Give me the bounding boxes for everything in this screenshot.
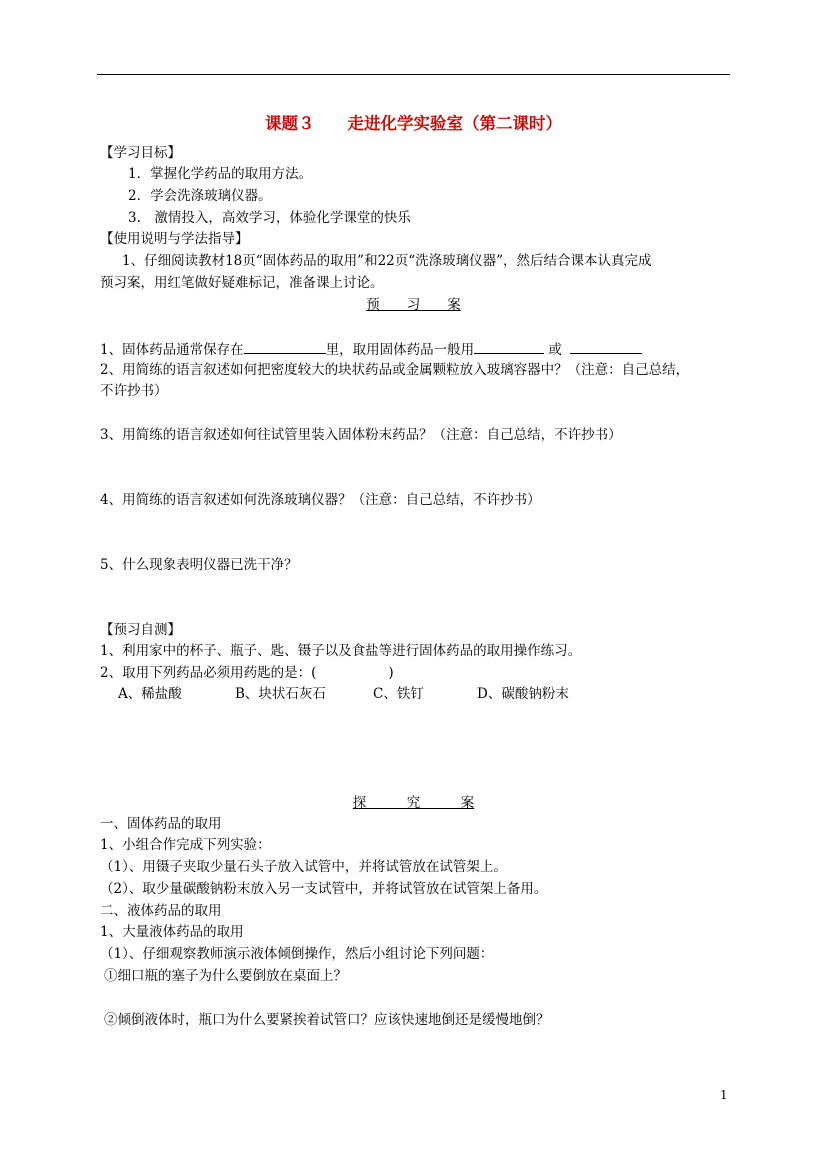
guide-line-2: 预习案，用红笔做好疑难标记，准备课上讨论。 (100, 275, 384, 291)
explore-item-2-1a: （1）、仔细观察教师演示液体倾倒操作，然后小组讨论下列问题： (100, 946, 494, 962)
explore-item-1: 1、小组合作完成下列实验： (100, 837, 271, 853)
explore-heading: 探 究 案 (352, 795, 475, 811)
explore-section-1: 一、固体药品的取用 (100, 816, 222, 832)
explore-section-2: 二、液体药品的取用 (100, 903, 222, 919)
preview-question-2-line-2: 不许抄书） (100, 383, 168, 399)
selftest-options (118, 686, 569, 703)
page-title: 课题３ 走进化学实验室（第二课时） (265, 114, 562, 133)
q1-text-b: 里，取用固体药品一般用 (325, 342, 475, 358)
q2-text-b: ) (388, 665, 394, 681)
header-rule (97, 74, 730, 75)
goal-item-3: 3. 激情投入，高效学习，体验化学课堂的快乐 (128, 210, 411, 226)
preview-heading: 预 习 案 (366, 297, 461, 313)
preview-question-3: 3、用简练的语言叙述如何往试管里装入固体粉末药品？（注意：自己总结，不许抄书） (100, 427, 622, 443)
option-a: A、稀盐酸 (118, 686, 182, 702)
guide-line-1: 1、仔细阅读教材18页“固体药品的取用”和22页“洗涤玻璃仪器”，然后结合课本认真完成 (122, 253, 652, 269)
preview-question-2-line-1: 2、用简练的语言叙述如何把密度较大的块状药品或金属颗粒放入玻璃容器中？（注意：自己总结， (100, 362, 690, 378)
answer-blank[interactable] (474, 340, 544, 354)
preview-question-1 (100, 340, 642, 359)
option-c: C、铁钉 (373, 686, 424, 702)
selftest-heading: 【预习自测】 (100, 622, 181, 638)
selftest-question-2 (100, 665, 394, 682)
goal-item-2: 2．学会洗涤玻璃仪器。 (128, 188, 272, 204)
goals-heading: 【学习目标】 (100, 145, 181, 161)
selftest-question-1: 1、利用家中的杯子、瓶子、匙、镊子以及食盐等进行固体药品的取用操作练习。 (100, 643, 582, 659)
explore-item-1a: （1）、用镊子夹取少量石头子放入试管中，并将试管放在试管架上。 (100, 859, 507, 875)
explore-question-1: ①细口瓶的塞子为什么要倒放在桌面上？ (104, 968, 347, 984)
option-b: B、块状石灰石 (235, 686, 326, 702)
option-d: D、碳酸钠粉末 (477, 686, 569, 702)
answer-blank[interactable] (244, 340, 326, 354)
preview-question-5: 5、什么现象表明仪器已洗干净？ (100, 557, 298, 573)
page-number: 1 (720, 1088, 728, 1102)
q1-text-a: 1、固体药品通常保存在 (100, 342, 244, 358)
explore-item-1b: （2）、取少量碳酸钠粉末放入另一支试管中，并将试管放在试管架上备用。 (100, 881, 548, 897)
q2-text-a: 2、取用下列药品必须用药匙的是：( (100, 665, 317, 681)
q1-text-c: 或 (548, 342, 562, 358)
answer-blank[interactable] (570, 340, 642, 354)
preview-question-4: 4、用简练的语言叙述如何洗涤玻璃仪器？（注意：自己总结，不许抄书） (100, 492, 541, 508)
explore-item-2-1: 1、大量液体药品的取用 (100, 924, 244, 940)
explore-question-2: ②倾倒液体时，瓶口为什么要紧挨着试管口？应该快速地倒还是缓慢地倒？ (104, 1012, 550, 1028)
guide-heading: 【使用说明与学法指导】 (100, 231, 249, 247)
goal-item-1: 1．掌握化学药品的取用方法。 (128, 166, 313, 182)
